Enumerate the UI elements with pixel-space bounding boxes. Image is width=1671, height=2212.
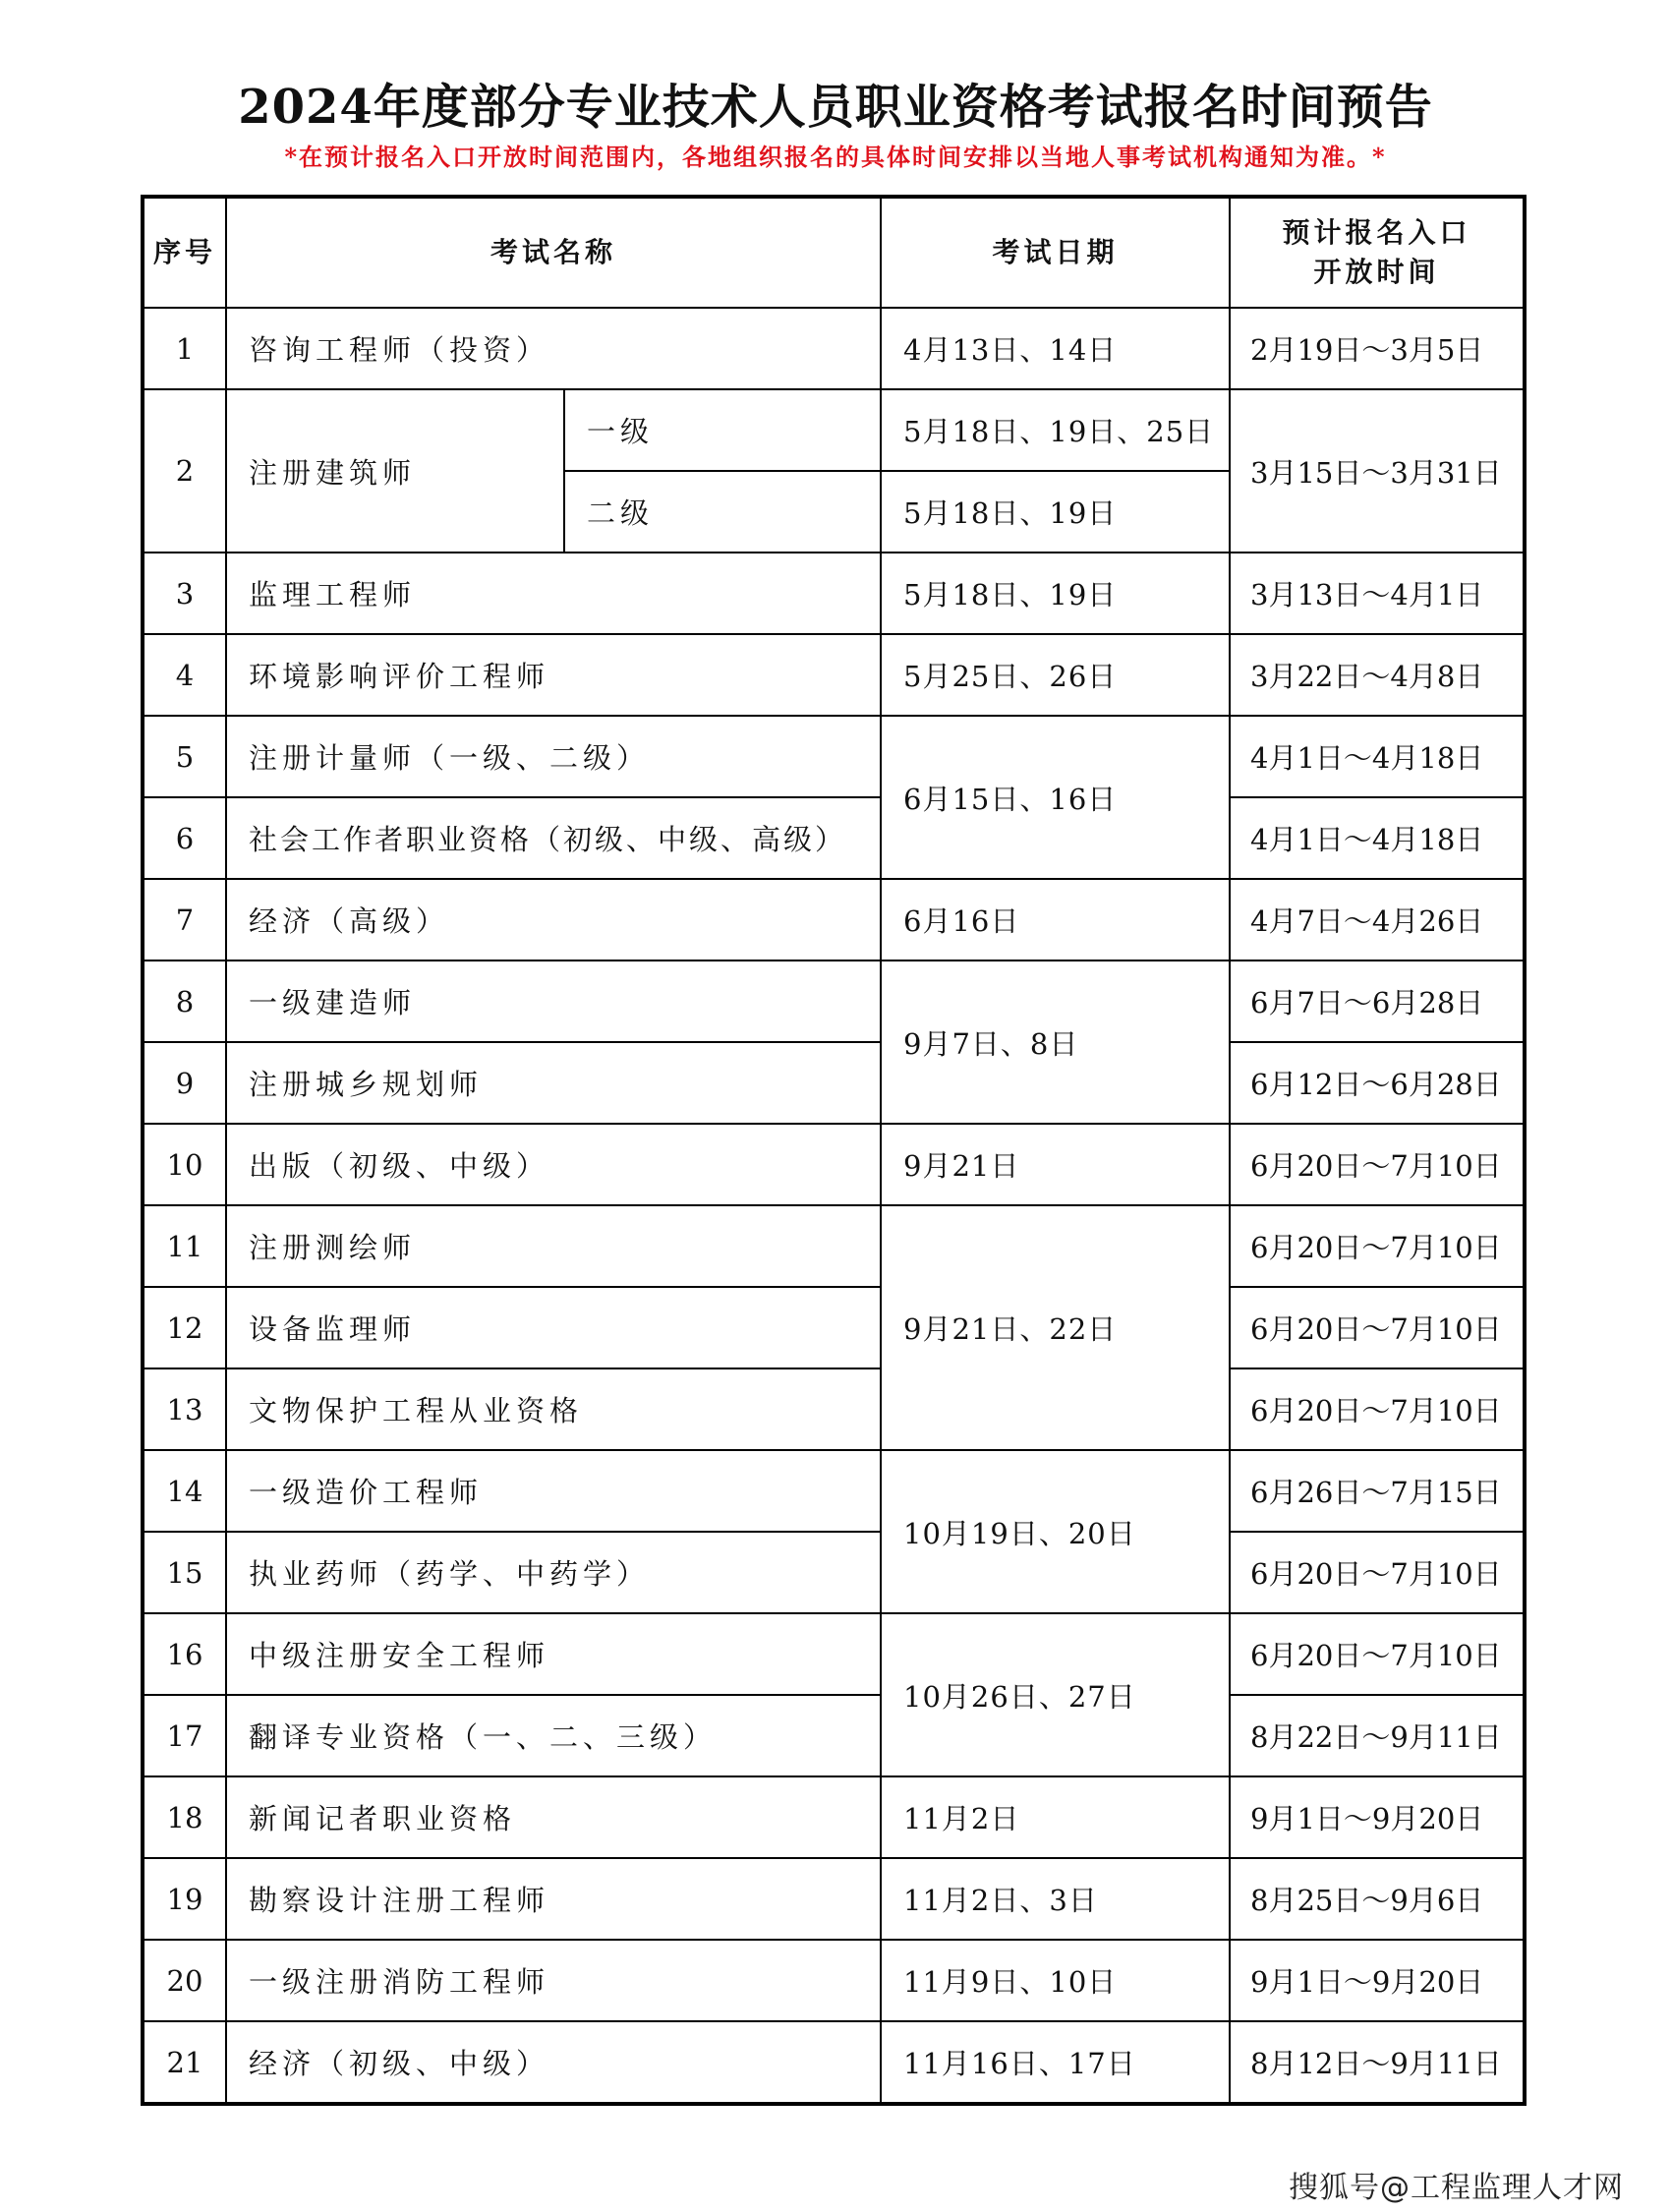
table-row [143, 1613, 1525, 1695]
exam-date: 5月18日、19日 [881, 471, 1230, 553]
row-num: 7 [143, 879, 226, 960]
exam-date: 9月21日、22日 [881, 1205, 1230, 1450]
row-num: 1 [143, 308, 226, 389]
row-num: 16 [143, 1613, 226, 1695]
exam-name: 文物保护工程从业资格 [226, 1368, 881, 1450]
table-row [143, 1776, 1525, 1858]
exam-name: 注册城乡规划师 [226, 1042, 881, 1124]
exam-name: 监理工程师 [226, 553, 881, 634]
row-num: 11 [143, 1205, 226, 1287]
source-watermark: 搜狐号@工程监理人才网 [1289, 2171, 1624, 2205]
row-num: 14 [143, 1450, 226, 1532]
exam-date: 10月26日、27日 [881, 1613, 1230, 1776]
row-num: 9 [143, 1042, 226, 1124]
exam-sublevel: 二级 [564, 471, 881, 553]
exam-name: 社会工作者职业资格（初级、中级、高级） [226, 797, 881, 879]
exam-date: 11月2日、3日 [881, 1858, 1230, 1940]
exam-name: 经济（高级） [226, 879, 881, 960]
table-row [143, 553, 1525, 634]
table-row [143, 1368, 1525, 1450]
exam-name: 咨询工程师（投资） [226, 308, 881, 389]
row-num: 13 [143, 1368, 226, 1450]
registration-period: 9月1日～9月20日 [1230, 1940, 1525, 2021]
header-name: 考试名称 [226, 197, 881, 308]
exam-name: 设备监理师 [226, 1287, 881, 1368]
exam-name: 经济（初级、中级） [226, 2021, 881, 2104]
registration-period: 6月20日～7月10日 [1230, 1613, 1525, 1695]
page-title: 2024年度部分专业技术人员职业资格考试报名时间预告 [238, 80, 1433, 135]
table-row [143, 2021, 1525, 2104]
exam-date: 9月21日 [881, 1124, 1230, 1205]
table-row [143, 1450, 1525, 1532]
exam-date: 9月7日、8日 [881, 960, 1230, 1124]
exam-date: 5月18日、19日 [881, 553, 1230, 634]
registration-period: 3月22日～4月8日 [1230, 634, 1525, 716]
notice-text: *在预计报名入口开放时间范围内，各地组织报名的具体时间安排以当地人事考试机构通知为准。* [284, 143, 1387, 171]
registration-period: 6月12日～6月28日 [1230, 1042, 1525, 1124]
table-header-row [143, 197, 1525, 308]
table-row [143, 1124, 1525, 1205]
exam-name: 中级注册安全工程师 [226, 1613, 881, 1695]
row-num: 6 [143, 797, 226, 879]
table-row [143, 960, 1525, 1042]
header-reg-line1: 预计报名入口 [1282, 216, 1471, 249]
exam-name: 一级建造师 [226, 960, 881, 1042]
table-row [143, 1532, 1525, 1613]
registration-period: 6月20日～7月10日 [1230, 1368, 1525, 1450]
row-num: 2 [143, 389, 226, 553]
registration-period: 8月22日～9月11日 [1230, 1695, 1525, 1776]
header-reg-line2: 开放时间 [1313, 256, 1440, 288]
exam-name: 注册测绘师 [226, 1205, 881, 1287]
registration-period: 2月19日～3月5日 [1230, 308, 1525, 389]
header-reg [1230, 197, 1525, 308]
table-row [143, 634, 1525, 716]
exam-name: 环境影响评价工程师 [226, 634, 881, 716]
exam-schedule-table [141, 195, 1527, 2106]
table-row [143, 879, 1525, 960]
row-num: 8 [143, 960, 226, 1042]
exam-date: 5月25日、26日 [881, 634, 1230, 716]
exam-name: 一级造价工程师 [226, 1450, 881, 1532]
exam-date: 11月9日、10日 [881, 1940, 1230, 2021]
exam-name: 执业药师（药学、中药学） [226, 1532, 881, 1613]
table-row [143, 1695, 1525, 1776]
row-num: 19 [143, 1858, 226, 1940]
registration-period: 6月20日～7月10日 [1230, 1532, 1525, 1613]
row-num: 12 [143, 1287, 226, 1368]
row-num: 20 [143, 1940, 226, 2021]
table-row [143, 1287, 1525, 1368]
table-row [143, 1205, 1525, 1287]
registration-period: 8月12日～9月11日 [1230, 2021, 1525, 2104]
registration-period: 3月15日～3月31日 [1230, 389, 1525, 553]
registration-period: 4月1日～4月18日 [1230, 716, 1525, 797]
registration-period: 3月13日～4月1日 [1230, 553, 1525, 634]
row-num: 4 [143, 634, 226, 716]
exam-date: 4月13日、14日 [881, 308, 1230, 389]
exam-date: 11月2日 [881, 1776, 1230, 1858]
exam-sublevel: 一级 [564, 389, 881, 471]
exam-date: 10月19日、20日 [881, 1450, 1230, 1613]
registration-period: 4月7日～4月26日 [1230, 879, 1525, 960]
table-row [143, 1042, 1525, 1124]
registration-period: 8月25日～9月6日 [1230, 1858, 1525, 1940]
table-row [143, 797, 1525, 879]
exam-name: 出版（初级、中级） [226, 1124, 881, 1205]
row-num: 17 [143, 1695, 226, 1776]
row-num: 10 [143, 1124, 226, 1205]
exam-name: 注册建筑师 [226, 389, 564, 553]
row-num: 21 [143, 2021, 226, 2104]
row-num: 15 [143, 1532, 226, 1613]
header-date: 考试日期 [881, 197, 1230, 308]
table-row [143, 1858, 1525, 1940]
table-row [143, 308, 1525, 389]
registration-period: 9月1日～9月20日 [1230, 1776, 1525, 1858]
registration-period: 6月7日～6月28日 [1230, 960, 1525, 1042]
registration-period: 6月20日～7月10日 [1230, 1205, 1525, 1287]
exam-date: 6月15日、16日 [881, 716, 1230, 879]
exam-name: 新闻记者职业资格 [226, 1776, 881, 1858]
table-row [143, 389, 1525, 471]
table-row [143, 1940, 1525, 2021]
header-num: 序号 [143, 197, 226, 308]
exam-name: 勘察设计注册工程师 [226, 1858, 881, 1940]
table-row [143, 716, 1525, 797]
registration-period: 6月20日～7月10日 [1230, 1287, 1525, 1368]
exam-date: 6月16日 [881, 879, 1230, 960]
exam-name: 注册计量师（一级、二级） [226, 716, 881, 797]
registration-period: 6月26日～7月15日 [1230, 1450, 1525, 1532]
exam-name: 一级注册消防工程师 [226, 1940, 881, 2021]
row-num: 5 [143, 716, 226, 797]
registration-period: 4月1日～4月18日 [1230, 797, 1525, 879]
exam-date: 5月18日、19日、25日 [881, 389, 1230, 471]
exam-name: 翻译专业资格（一、二、三级） [226, 1695, 881, 1776]
row-num: 3 [143, 553, 226, 634]
registration-period: 6月20日～7月10日 [1230, 1124, 1525, 1205]
exam-date: 11月16日、17日 [881, 2021, 1230, 2104]
row-num: 18 [143, 1776, 226, 1858]
